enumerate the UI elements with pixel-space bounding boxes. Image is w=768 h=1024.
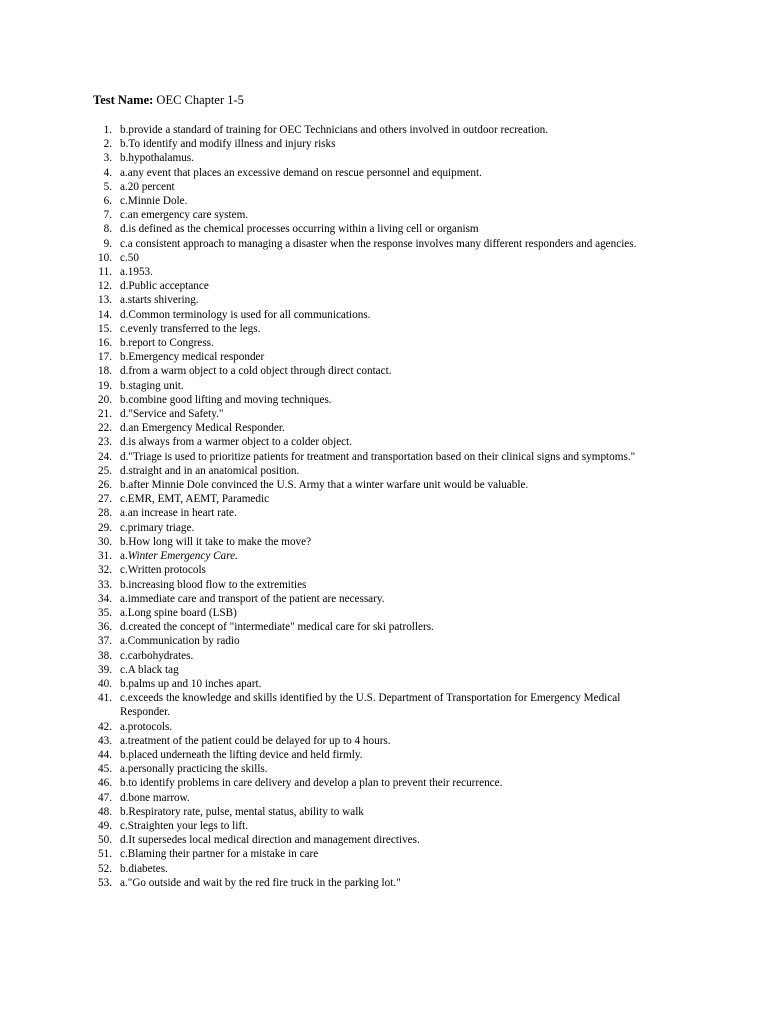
answer-letter: a. — [120, 550, 128, 563]
answer-number: 12. — [98, 280, 112, 293]
answer-number: 33. — [98, 578, 112, 591]
answer-item — [93, 251, 673, 265]
answer-number: 4. — [103, 166, 112, 179]
answer-text: b.combine good lifting and moving techniques. — [120, 393, 332, 406]
answer-number: 21. — [98, 408, 112, 421]
answer-number: 47. — [98, 791, 112, 804]
answer-item — [93, 819, 673, 833]
answer-number: 27. — [98, 493, 112, 506]
answer-number: 37. — [98, 635, 112, 648]
answer-text: c.an emergency care system. — [120, 209, 249, 222]
answer-text: a.treatment of the patient could be delayed for up to 4 hours. — [120, 734, 391, 747]
answer-item — [93, 237, 673, 251]
answer-item — [93, 563, 673, 577]
answer-text: a.20 percent — [120, 180, 175, 193]
answer-number: 31. — [98, 550, 112, 563]
answer-text: d.straight and in an anatomical position. — [120, 464, 300, 477]
answer-text: b.diabetes. — [120, 862, 168, 875]
answer-number: 9. — [103, 237, 112, 250]
answer-number: 45. — [98, 763, 112, 776]
answer-number: 28. — [98, 507, 112, 520]
answer-text: d.created the concept of "intermediate" medical care for ski patrollers. — [120, 621, 434, 634]
answer-number: 40. — [98, 677, 112, 690]
answer-item — [93, 876, 673, 890]
answer-item — [93, 776, 673, 790]
test-name-heading — [93, 93, 244, 107]
answer-item — [93, 521, 673, 535]
answer-item — [93, 279, 673, 293]
answer-item — [93, 549, 673, 563]
answer-text: c.primary triage. — [120, 521, 195, 534]
answer-number: 16. — [98, 337, 112, 350]
answer-text: b.to identify problems in care delivery and develop a plan to prevent their recurrence. — [120, 777, 503, 790]
answer-text: b.provide a standard of training for OEC Technicians and others involved in outdoor recreation. — [120, 124, 549, 136]
answer-number: 19. — [98, 379, 112, 392]
answer-text: d.an Emergency Medical Responder. — [120, 422, 285, 435]
answer-number: 7. — [103, 209, 112, 222]
answer-text: b.staging unit. — [120, 379, 184, 392]
answer-number: 26. — [98, 479, 112, 492]
test-name-label: Test Name: — [93, 93, 154, 107]
answer-number: 42. — [98, 720, 112, 733]
answer-item — [93, 492, 673, 506]
answer-item — [93, 791, 673, 805]
test-name-value: OEC Chapter 1-5 — [156, 93, 244, 107]
answer-text: c.a consistent approach to managing a disaster when the response involves many different responders and agencies. — [120, 237, 637, 250]
answer-text: c.exceeds the knowledge and skills identified by the U.S. Department of Transportation for Emergency Medical Responder. — [120, 692, 621, 719]
answer-text: d.It supersedes local medical direction and management directives. — [120, 834, 420, 847]
answer-list — [93, 123, 673, 890]
answer-item — [93, 649, 673, 663]
answer-number: 41. — [98, 692, 112, 705]
answer-text: d.is always from a warmer object to a colder object. — [120, 436, 353, 449]
answer-item — [93, 336, 673, 350]
answer-item — [93, 535, 673, 549]
answer-text: c.Minnie Dole. — [120, 195, 188, 208]
answer-number: 50. — [98, 834, 112, 847]
answer-number: 14. — [98, 308, 112, 321]
answer-text: c.Straighten your legs to lift. — [120, 819, 249, 832]
answer-number: 25. — [98, 464, 112, 477]
answer-item — [93, 847, 673, 861]
answer-item — [93, 208, 673, 222]
answer-text: d.from a warm object to a cold object through direct contact. — [120, 365, 392, 378]
answer-item — [93, 478, 673, 492]
answer-text: a.personally practicing the skills. — [120, 763, 268, 776]
answer-item — [93, 748, 673, 762]
answer-text — [112, 549, 673, 563]
answer-number: 6. — [103, 195, 112, 208]
answer-text: a.Communication by radio — [120, 635, 240, 648]
answer-number: 20. — [98, 393, 112, 406]
answer-item — [93, 506, 673, 520]
answer-item — [93, 634, 673, 648]
answer-number: 36. — [98, 621, 112, 634]
answer-number: 30. — [98, 535, 112, 548]
answer-number: 34. — [98, 592, 112, 605]
answer-number: 43. — [98, 734, 112, 747]
answer-text: b.How long will it take to make the move? — [120, 535, 312, 548]
answer-text: b.Emergency medical responder — [120, 351, 265, 364]
answer-text: a.protocols. — [120, 720, 173, 733]
answer-number: 49. — [98, 819, 112, 832]
answer-item — [93, 308, 673, 322]
answer-number: 48. — [98, 805, 112, 818]
answer-item — [93, 222, 673, 236]
answer-text: c.Written protocols — [120, 564, 206, 577]
answer-item — [93, 123, 673, 137]
answer-text: b.increasing blood flow to the extremities — [120, 578, 307, 591]
answer-number: 39. — [98, 663, 112, 676]
answer-number: 8. — [103, 223, 112, 236]
answer-number: 15. — [98, 322, 112, 335]
answer-text: b.palms up and 10 inches apart. — [120, 677, 262, 690]
answer-item — [93, 620, 673, 634]
answer-number: 17. — [98, 351, 112, 364]
answer-item — [93, 393, 673, 407]
answer-item — [93, 293, 673, 307]
answer-number: 3. — [103, 152, 112, 165]
answer-number: 5. — [103, 180, 112, 193]
answer-text: a.an increase in heart rate. — [120, 507, 237, 520]
answer-text: c.evenly transferred to the legs. — [120, 322, 261, 335]
answer-text: c.carbohydrates. — [120, 649, 194, 662]
answer-number: 38. — [98, 649, 112, 662]
answer-number: 22. — [98, 422, 112, 435]
answer-number: 52. — [98, 862, 112, 875]
answer-number: 46. — [98, 777, 112, 790]
answer-item — [93, 180, 673, 194]
answer-text: b.Respiratory rate, pulse, mental status, ability to walk — [120, 805, 364, 818]
answer-text: c.50 — [120, 251, 139, 264]
answer-text: c.EMR, EMT, AEMT, Paramedic — [120, 493, 270, 506]
answer-text: d.Common terminology is used for all communications. — [120, 308, 371, 321]
answer-item — [93, 151, 673, 165]
answer-item — [93, 137, 673, 151]
answer-text: b.placed underneath the lifting device and held firmly. — [120, 748, 363, 761]
answer-number: 24. — [98, 450, 112, 463]
answer-text: b.report to Congress. — [120, 337, 214, 350]
answer-item — [93, 720, 673, 734]
answer-text: a.any event that places an excessive demand on rescue personnel and equipment. — [120, 166, 482, 179]
answer-item — [93, 194, 673, 208]
answer-item — [93, 364, 673, 378]
answer-text: d.bone marrow. — [120, 791, 190, 804]
answer-number: 51. — [98, 848, 112, 861]
answer-number: 2. — [103, 138, 112, 151]
answer-number: 11. — [98, 266, 112, 279]
answer-text: a.Long spine board (LSB) — [120, 606, 237, 619]
answer-item — [93, 578, 673, 592]
answer-number: 35. — [98, 606, 112, 619]
answer-text: b.hypothalamus. — [120, 152, 194, 165]
answer-number: 18. — [98, 365, 112, 378]
answer-number: 13. — [98, 294, 112, 307]
answer-item — [93, 265, 673, 279]
answer-item — [93, 435, 673, 449]
answer-text: d.is defined as the chemical processes occurring within a living cell or organism — [120, 223, 479, 236]
answer-item — [93, 350, 673, 364]
answer-item — [93, 663, 673, 677]
answer-text: d."Triage is used to prioritize patients for treatment and transportation based on their clinical signs and symptoms." — [120, 450, 636, 463]
answer-number: 10. — [98, 251, 112, 264]
answer-text: a."Go outside and wait by the red fire truck in the parking lot." — [120, 876, 401, 889]
answer-item — [93, 734, 673, 748]
answer-text: b.after Minnie Dole convinced the U.S. Army that a winter warfare unit would be valuable. — [120, 479, 529, 492]
answer-number: 29. — [98, 521, 112, 534]
answer-text: d."Service and Safety." — [120, 408, 224, 421]
answer-item — [93, 450, 673, 464]
answer-item — [93, 407, 673, 421]
answer-item — [93, 677, 673, 691]
answer-item — [93, 464, 673, 478]
answer-number: 1. — [103, 124, 112, 136]
answer-item — [93, 322, 673, 336]
answer-item — [93, 421, 673, 435]
answer-item — [93, 762, 673, 776]
answer-text: c.A black tag — [120, 663, 179, 676]
answer-item — [93, 379, 673, 393]
answer-number: 32. — [98, 564, 112, 577]
answer-text: a.starts shivering. — [120, 294, 199, 307]
answer-item — [93, 691, 673, 719]
answer-text: d.Public acceptance — [120, 280, 209, 293]
answer-item — [93, 805, 673, 819]
answer-item — [93, 606, 673, 620]
answer-item — [93, 862, 673, 876]
answer-text: c.Blaming their partner for a mistake in care — [120, 848, 319, 861]
answer-text: b.To identify and modify illness and injury risks — [120, 138, 336, 151]
answer-item — [93, 166, 673, 180]
answer-italic-title: Winter Emergency Care. — [127, 550, 238, 563]
answer-number: 44. — [98, 748, 112, 761]
answer-item — [93, 592, 673, 606]
answer-item — [93, 833, 673, 847]
answer-text: a.immediate care and transport of the patient are necessary. — [120, 592, 385, 605]
answer-number: 23. — [98, 436, 112, 449]
answer-text: a.1953. — [120, 266, 153, 279]
answer-number: 53. — [98, 876, 112, 889]
